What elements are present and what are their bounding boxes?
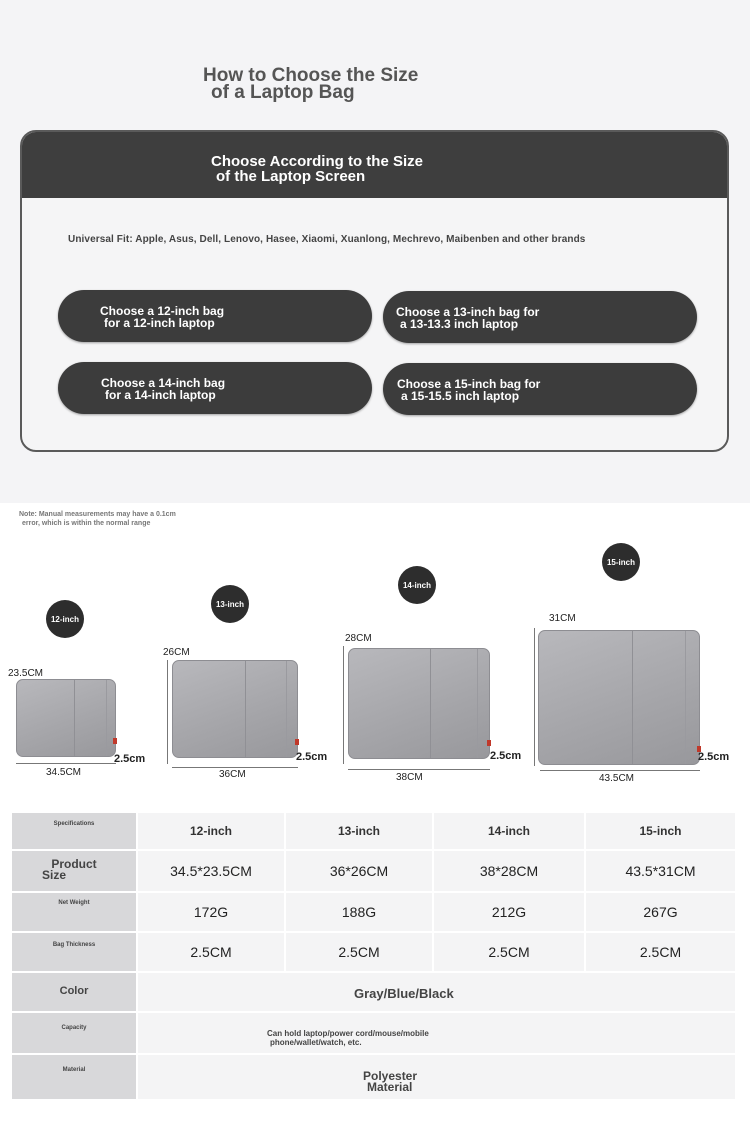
sleeve-pocket [632,631,686,764]
table-row-header [12,813,735,849]
height-measure-line [534,628,535,766]
size-option-15 [383,363,697,415]
sleeve-height-label: 28CM [345,633,372,644]
sleeve-thickness-label: 2.5cm [490,750,522,762]
net-weight-15: 267G [586,893,735,931]
width-measure-line [348,769,490,770]
laptop-sleeve-12 [16,679,116,757]
capacity-label: Capacity [61,1025,87,1031]
size-badge-13: 13-inch [211,585,249,623]
capacity-value [267,1029,429,1047]
row-label-cell [12,1055,136,1099]
row-label-cell [12,933,136,971]
page-title-line1: How to Choose the Size [203,65,419,86]
measurement-note [19,510,176,528]
size-option-line2: a 13-13.3 inch laptop [400,317,519,331]
laptop-sleeve-14 [348,648,490,759]
product-size-12: 34.5*23.5CM [138,851,284,891]
sleeve-width-label: 43.5CM [599,773,635,784]
net-weight-12: 172G [138,893,284,931]
col-header-14: 14-inch [434,813,584,849]
sleeve-width-label: 36CM [219,769,246,780]
sleeve-tag [487,740,491,746]
size-option-line2: for a 12-inch laptop [104,316,215,330]
sleeve-pocket [245,661,287,757]
sleeve-width-label: 34.5CM [46,767,82,778]
sleeve-width-label: 38CM [396,772,423,783]
table-row-net-weight [12,893,735,931]
width-measure-line [16,763,116,764]
product-size-label-line1: Product [51,857,97,871]
size-badge-15: 15-inch [602,543,640,581]
size-badge-14: 14-inch [398,566,436,604]
thickness-13: 2.5CM [286,933,432,971]
card-title-line1: Choose According to the Size [211,153,423,170]
sleeve-thickness-label: 2.5cm [114,753,146,765]
table-row-material [12,1055,735,1099]
size-badge-12: 12-inch [46,600,84,638]
width-measure-line [540,770,700,771]
thickness-12: 2.5CM [138,933,284,971]
row-label-cell [12,893,136,931]
card-title [211,154,423,184]
sleeve-tag [113,738,117,744]
color-label: Color [59,985,89,997]
sleeve-height-label: 31CM [549,613,576,624]
thickness-14: 2.5CM [434,933,584,971]
capacity-line1: Can hold laptop/power cord/mouse/mobile [267,1029,429,1038]
note-line1: Note: Manual measurements may have a 0.1cm [19,511,176,518]
row-label-cell [12,851,136,891]
row-label-cell [12,813,136,849]
sleeve-thickness-label: 2.5cm [296,751,328,763]
net-weight-13: 188G [286,893,432,931]
sleeve-height-label: 26CM [163,647,190,658]
size-option-line1: Choose a 12-inch bag [100,304,225,318]
product-size-label-line2: Size [41,868,66,882]
universal-fit-text: Universal Fit: Apple, Asus, Dell, Lenovo, Hasee, Xiaomi, Xuanlong, Mechrevo, Maibenben and other brands [68,234,586,245]
product-size-14: 38*28CM [434,851,584,891]
size-option-line2: a 15-15.5 inch laptop [401,389,520,403]
thickness-label: Bag Thickness [52,942,96,948]
capacity-cell [138,1013,735,1053]
laptop-sleeve-15 [538,630,700,765]
product-size-13: 36*26CM [286,851,432,891]
size-option-line2: for a 14-inch laptop [105,388,216,402]
size-option-line1: Choose a 15-inch bag for [397,377,541,391]
material-cell [138,1055,735,1099]
sleeve-thickness-label: 2.5cm [698,751,730,763]
material-line2: Material [367,1080,413,1094]
capacity-line2: phone/wallet/watch, etc. [270,1038,362,1047]
material-label: Material [62,1067,86,1073]
sleeve-pocket [430,649,478,758]
sleeve-height-label: 23.5CM [8,668,44,679]
table-row-color [12,973,735,1011]
col-header-15: 15-inch [586,813,735,849]
net-weight-14: 212G [434,893,584,931]
page-title-line2: of a Laptop Bag [211,82,355,103]
page-title [203,67,503,101]
card-header [22,132,727,198]
product-size-label [12,859,136,881]
row-label-cell [12,1013,136,1053]
color-cell [138,973,735,1011]
table-row-product-size [12,851,735,891]
col-header-13: 13-inch [286,813,432,849]
sleeve-pocket [74,680,107,756]
col-header-12: 12-inch [138,813,284,849]
height-measure-line [343,646,344,764]
card-title-line2: of the Laptop Screen [216,168,366,185]
material-line1: Polyester [363,1069,418,1083]
product-size-15: 43.5*31CM [586,851,735,891]
height-measure-line [167,660,168,764]
size-option-13 [383,291,697,343]
size-option-line1: Choose a 14-inch bag [101,376,226,390]
size-option-14 [58,362,372,414]
spec-label: Specifications [53,821,95,827]
table-row-capacity [12,1013,735,1053]
sleeve-tag [295,739,299,745]
laptop-sleeve-13 [172,660,298,758]
note-line2: error, which is within the normal range [22,520,151,527]
size-option-12 [58,290,372,342]
thickness-15: 2.5CM [586,933,735,971]
material-value [363,1071,417,1093]
color-value: Gray/Blue/Black [354,986,454,1001]
net-weight-label: Net Weight [58,900,90,906]
size-option-line1: Choose a 13-inch bag for [396,305,540,319]
row-label-cell [12,973,136,1011]
table-row-thickness [12,933,735,971]
width-measure-line [172,767,298,768]
size-guide-card [20,130,729,452]
